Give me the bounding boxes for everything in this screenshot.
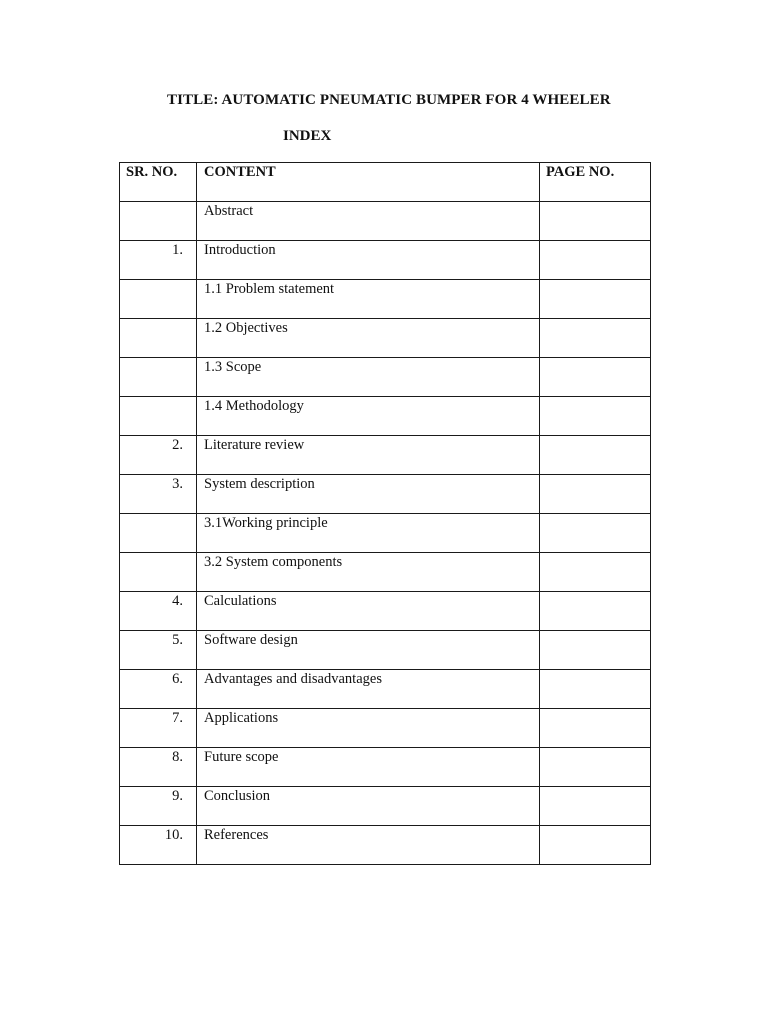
table-row: [120, 436, 651, 475]
page-no-cell: [540, 319, 651, 358]
content-cell: 3.2 System components: [197, 553, 540, 592]
sr-no-cell: 2.: [120, 436, 197, 475]
table-row: [120, 748, 651, 787]
table-row: [120, 709, 651, 748]
page-no-cell: [540, 748, 651, 787]
sr-no-cell: [120, 358, 197, 397]
table-row: [120, 514, 651, 553]
table-row: [120, 475, 651, 514]
page-no-cell: [540, 709, 651, 748]
page-no-cell: [540, 475, 651, 514]
table-row: [120, 631, 651, 670]
page-no-cell: [540, 280, 651, 319]
content-cell: Calculations: [197, 592, 540, 631]
content-cell: 1.3 Scope: [197, 358, 540, 397]
page-no-cell: [540, 553, 651, 592]
sr-no-cell: [120, 553, 197, 592]
table-row: [120, 553, 651, 592]
content-cell: Conclusion: [197, 787, 540, 826]
content-cell: Abstract: [197, 202, 540, 241]
content-cell: Advantages and disadvantages: [197, 670, 540, 709]
page-no-cell: [540, 670, 651, 709]
table-header-row: [120, 163, 651, 202]
content-cell: 1.4 Methodology: [197, 397, 540, 436]
table-row: [120, 358, 651, 397]
document-title: TITLE: AUTOMATIC PNEUMATIC BUMPER FOR 4 WHEELER: [167, 92, 611, 108]
page-no-cell: [540, 397, 651, 436]
table-row: [120, 202, 651, 241]
content-cell: 1.1 Problem statement: [197, 280, 540, 319]
content-cell: References: [197, 826, 540, 865]
table-row: [120, 670, 651, 709]
sr-no-cell: [120, 202, 197, 241]
page-no-cell: [540, 592, 651, 631]
content-header: CONTENT: [197, 163, 540, 202]
content-cell: Introduction: [197, 241, 540, 280]
index-table-body: [120, 202, 651, 865]
content-cell: 1.2 Objectives: [197, 319, 540, 358]
sr-no-cell: 4.: [120, 592, 197, 631]
page-no-header: PAGE NO.: [540, 163, 651, 202]
sr-no-cell: 1.: [120, 241, 197, 280]
index-heading: INDEX: [283, 128, 332, 144]
page-no-cell: [540, 514, 651, 553]
page-no-cell: [540, 358, 651, 397]
sr-no-cell: [120, 319, 197, 358]
content-cell: Literature review: [197, 436, 540, 475]
sr-no-cell: 3.: [120, 475, 197, 514]
page-no-cell: [540, 436, 651, 475]
index-table: [119, 162, 651, 865]
content-cell: Future scope: [197, 748, 540, 787]
sr-no-cell: 6.: [120, 670, 197, 709]
page-no-cell: [540, 202, 651, 241]
page-no-cell: [540, 787, 651, 826]
sr-no-cell: [120, 280, 197, 319]
sr-no-header: SR. NO.: [120, 163, 197, 202]
table-row: [120, 397, 651, 436]
table-row: [120, 787, 651, 826]
content-cell: System description: [197, 475, 540, 514]
page-no-cell: [540, 826, 651, 865]
sr-no-cell: [120, 514, 197, 553]
sr-no-cell: [120, 397, 197, 436]
page-no-cell: [540, 241, 651, 280]
content-cell: Software design: [197, 631, 540, 670]
table-row: [120, 826, 651, 865]
sr-no-cell: 10.: [120, 826, 197, 865]
page-no-cell: [540, 631, 651, 670]
sr-no-cell: 8.: [120, 748, 197, 787]
content-cell: Applications: [197, 709, 540, 748]
table-row: [120, 280, 651, 319]
content-cell: 3.1Working principle: [197, 514, 540, 553]
table-row: [120, 241, 651, 280]
sr-no-cell: 9.: [120, 787, 197, 826]
sr-no-cell: 5.: [120, 631, 197, 670]
sr-no-cell: 7.: [120, 709, 197, 748]
table-row: [120, 319, 651, 358]
table-row: [120, 592, 651, 631]
